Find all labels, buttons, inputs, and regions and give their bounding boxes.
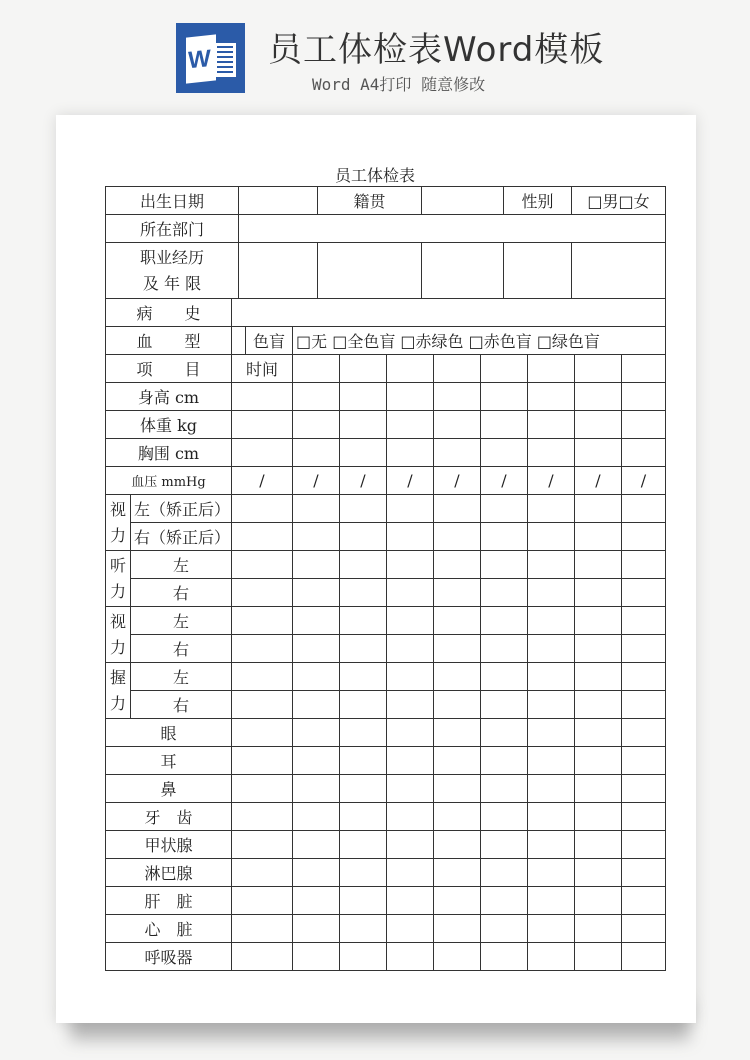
measure-cell[interactable]: / xyxy=(231,466,293,495)
color-blind-options[interactable]: □无 □全色盲 □赤绿色 □赤色盲 □绿色盲 xyxy=(292,326,666,355)
time-cell[interactable] xyxy=(339,354,387,383)
vision-cell[interactable] xyxy=(292,606,340,635)
organ-cell[interactable] xyxy=(386,802,434,831)
word-lines-icon xyxy=(214,43,236,77)
blood-type-field[interactable] xyxy=(231,326,246,355)
hearing-cell[interactable] xyxy=(433,550,481,579)
hearing-cell[interactable] xyxy=(339,550,387,579)
measure-cell[interactable] xyxy=(292,382,340,411)
organ-cell[interactable] xyxy=(621,774,666,803)
measure-cell[interactable] xyxy=(339,438,387,467)
document-title: 员工体检表 xyxy=(334,166,415,185)
measure-cell[interactable] xyxy=(339,410,387,439)
organ-cell[interactable] xyxy=(231,802,293,831)
corrected-vision-cell[interactable] xyxy=(621,494,666,523)
cell-text-line: 握 xyxy=(109,667,126,687)
organ-label-5: 淋巴腺 xyxy=(105,858,232,887)
grip-cell[interactable] xyxy=(292,662,340,691)
gender-label: 性别 xyxy=(503,186,572,215)
vision-cell[interactable] xyxy=(621,634,666,663)
vision-cell[interactable] xyxy=(231,606,293,635)
organ-cell[interactable] xyxy=(433,830,481,859)
vision-cell[interactable] xyxy=(527,634,575,663)
hearing-cell[interactable] xyxy=(231,578,293,607)
organ-cell[interactable] xyxy=(621,746,666,775)
organ-cell[interactable] xyxy=(480,718,528,747)
organ-cell[interactable] xyxy=(480,942,528,971)
organ-cell[interactable] xyxy=(292,858,340,887)
corrected-vision-cell[interactable] xyxy=(339,522,387,551)
grip-cell[interactable] xyxy=(339,690,387,719)
organ-cell[interactable] xyxy=(292,746,340,775)
vision-group-label xyxy=(105,606,131,663)
cell-text-line: 视 xyxy=(109,611,126,631)
measure-cell[interactable]: / xyxy=(292,466,340,495)
measure-cell[interactable] xyxy=(480,438,528,467)
organ-cell[interactable] xyxy=(527,830,575,859)
medical-history-field[interactable] xyxy=(231,298,666,327)
organ-cell[interactable] xyxy=(574,942,622,971)
vision-right-label: 右 xyxy=(130,634,232,663)
organ-cell[interactable] xyxy=(527,802,575,831)
corrected-vision-cell[interactable] xyxy=(231,494,293,523)
organ-cell[interactable] xyxy=(527,886,575,915)
hearing-cell[interactable] xyxy=(621,578,666,607)
organ-cell[interactable] xyxy=(231,830,293,859)
cell-text-line: 力 xyxy=(109,525,126,545)
measure-cell[interactable] xyxy=(339,382,387,411)
cell-text-line: 及 年 限 xyxy=(142,273,202,293)
grip-cell[interactable] xyxy=(574,690,622,719)
grip-group-label xyxy=(105,662,131,719)
corrected-vision-cell[interactable] xyxy=(231,522,293,551)
organ-cell[interactable] xyxy=(433,746,481,775)
measure-cell[interactable] xyxy=(574,382,622,411)
corrected-vision-cell[interactable] xyxy=(480,494,528,523)
grip-cell[interactable] xyxy=(386,690,434,719)
hearing-group-label xyxy=(105,550,131,607)
measure-label-1: 体重 kg xyxy=(105,410,232,439)
vision-cell[interactable] xyxy=(621,606,666,635)
organ-cell[interactable] xyxy=(231,942,293,971)
organ-cell[interactable] xyxy=(433,802,481,831)
time-cell[interactable] xyxy=(292,354,340,383)
corrected-vision-cell[interactable] xyxy=(433,522,481,551)
organ-cell[interactable] xyxy=(386,718,434,747)
corrected-vision-cell[interactable] xyxy=(292,494,340,523)
vision-cell[interactable] xyxy=(339,606,387,635)
measure-cell[interactable] xyxy=(574,410,622,439)
grip-cell[interactable] xyxy=(480,662,528,691)
hearing-cell[interactable] xyxy=(621,550,666,579)
page-subtitle: Word A4打印 随意修改 xyxy=(312,75,486,94)
organ-label-0: 眼 xyxy=(105,718,232,747)
hearing-cell[interactable] xyxy=(433,578,481,607)
organ-cell[interactable] xyxy=(574,858,622,887)
measure-cell[interactable]: / xyxy=(527,466,575,495)
corrected-vision-group-label xyxy=(105,494,131,551)
organ-cell[interactable] xyxy=(292,802,340,831)
corrected-vision-cell[interactable] xyxy=(527,522,575,551)
organ-cell[interactable] xyxy=(339,746,387,775)
organ-label-1: 耳 xyxy=(105,746,232,775)
measure-cell[interactable] xyxy=(574,438,622,467)
grip-cell[interactable] xyxy=(231,690,293,719)
organ-cell[interactable] xyxy=(386,914,434,943)
career-field-1[interactable] xyxy=(238,242,318,299)
hearing-cell[interactable] xyxy=(292,550,340,579)
career-field-5[interactable] xyxy=(571,242,666,299)
organ-cell[interactable] xyxy=(339,718,387,747)
measure-cell[interactable] xyxy=(433,438,481,467)
organ-cell[interactable] xyxy=(574,718,622,747)
organ-label-4: 甲状腺 xyxy=(105,830,232,859)
vision-cell[interactable] xyxy=(574,634,622,663)
grip-cell[interactable] xyxy=(231,662,293,691)
organ-cell[interactable] xyxy=(386,830,434,859)
organ-label-7: 心 脏 xyxy=(105,914,232,943)
measure-cell[interactable] xyxy=(527,382,575,411)
corrected-vision-cell[interactable] xyxy=(386,522,434,551)
organ-cell[interactable] xyxy=(292,774,340,803)
native-place-label: 籍贯 xyxy=(317,186,422,215)
hearing-cell[interactable] xyxy=(574,578,622,607)
grip-cell[interactable] xyxy=(386,662,434,691)
cell-text-line: 听 xyxy=(109,555,126,575)
hearing-cell[interactable] xyxy=(292,578,340,607)
measure-cell[interactable] xyxy=(527,410,575,439)
corrected-vision-cell[interactable] xyxy=(433,494,481,523)
measure-cell[interactable] xyxy=(433,382,481,411)
organ-cell[interactable] xyxy=(574,802,622,831)
measure-label-2: 胸围 cm xyxy=(105,438,232,467)
grip-cell[interactable] xyxy=(433,662,481,691)
organ-cell[interactable] xyxy=(339,886,387,915)
vision-cell[interactable] xyxy=(386,606,434,635)
measure-cell[interactable] xyxy=(621,410,666,439)
vision-cell[interactable] xyxy=(433,634,481,663)
organ-cell[interactable] xyxy=(386,746,434,775)
cell-text-line: 力 xyxy=(109,581,126,601)
measure-label-0: 身高 cm xyxy=(105,382,232,411)
measure-cell[interactable] xyxy=(621,382,666,411)
measure-cell[interactable] xyxy=(433,410,481,439)
cell-text-line: 职业经历 xyxy=(139,247,204,267)
cell-text-line: 力 xyxy=(109,637,126,657)
organ-cell[interactable] xyxy=(339,942,387,971)
organ-cell[interactable] xyxy=(527,858,575,887)
organ-cell[interactable] xyxy=(433,718,481,747)
hearing-cell[interactable] xyxy=(386,550,434,579)
corrected-vision-cell[interactable] xyxy=(574,494,622,523)
measure-cell[interactable] xyxy=(386,410,434,439)
measure-cell[interactable] xyxy=(480,382,528,411)
corrected-vision-left-label: 左（矫正后） xyxy=(130,494,232,523)
organ-cell[interactable] xyxy=(480,746,528,775)
organ-label-2: 鼻 xyxy=(105,774,232,803)
hearing-cell[interactable] xyxy=(527,578,575,607)
time-cell[interactable] xyxy=(621,354,666,383)
hearing-cell[interactable] xyxy=(339,578,387,607)
organ-cell[interactable] xyxy=(339,774,387,803)
organ-cell[interactable] xyxy=(231,718,293,747)
department-field[interactable] xyxy=(238,214,666,243)
organ-label-3: 牙 齿 xyxy=(105,802,232,831)
measure-cell[interactable] xyxy=(480,410,528,439)
organ-cell[interactable] xyxy=(621,886,666,915)
career-label xyxy=(105,242,239,299)
corrected-vision-cell[interactable] xyxy=(574,522,622,551)
grip-cell[interactable] xyxy=(527,662,575,691)
vision-cell[interactable] xyxy=(433,606,481,635)
time-cell[interactable] xyxy=(386,354,434,383)
medical-history-label: 病 史 xyxy=(105,298,232,327)
vision-cell[interactable] xyxy=(480,606,528,635)
grip-cell[interactable] xyxy=(480,690,528,719)
organ-cell[interactable] xyxy=(339,914,387,943)
hearing-cell[interactable] xyxy=(480,550,528,579)
corrected-vision-cell[interactable] xyxy=(386,494,434,523)
vision-cell[interactable] xyxy=(231,634,293,663)
measure-cell[interactable] xyxy=(292,438,340,467)
time-cell[interactable] xyxy=(480,354,528,383)
organ-cell[interactable] xyxy=(339,802,387,831)
hearing-left-label: 左 xyxy=(130,550,232,579)
organ-cell[interactable] xyxy=(480,830,528,859)
organ-label-6: 肝 脏 xyxy=(105,886,232,915)
grip-cell[interactable] xyxy=(339,662,387,691)
corrected-vision-cell[interactable] xyxy=(527,494,575,523)
vision-cell[interactable] xyxy=(339,634,387,663)
organ-cell[interactable] xyxy=(574,886,622,915)
hearing-cell[interactable] xyxy=(574,550,622,579)
organ-cell[interactable] xyxy=(339,830,387,859)
grip-cell[interactable] xyxy=(527,690,575,719)
organ-cell[interactable] xyxy=(231,746,293,775)
organ-cell[interactable] xyxy=(386,774,434,803)
organ-cell[interactable] xyxy=(231,886,293,915)
corrected-vision-cell[interactable] xyxy=(480,522,528,551)
measure-cell[interactable] xyxy=(386,382,434,411)
corrected-vision-cell[interactable] xyxy=(339,494,387,523)
measure-cell[interactable]: / xyxy=(386,466,434,495)
organ-cell[interactable] xyxy=(339,858,387,887)
organ-cell[interactable] xyxy=(480,914,528,943)
organ-cell[interactable] xyxy=(386,858,434,887)
organ-cell[interactable] xyxy=(386,886,434,915)
grip-cell[interactable] xyxy=(574,662,622,691)
corrected-vision-cell[interactable] xyxy=(292,522,340,551)
measure-cell[interactable]: / xyxy=(480,466,528,495)
measure-cell[interactable] xyxy=(621,438,666,467)
organ-cell[interactable] xyxy=(621,858,666,887)
organ-cell[interactable] xyxy=(433,858,481,887)
organ-cell[interactable] xyxy=(527,942,575,971)
organ-label-8: 呼吸器 xyxy=(105,942,232,971)
vision-cell[interactable] xyxy=(574,606,622,635)
organ-cell[interactable] xyxy=(231,858,293,887)
organ-cell[interactable] xyxy=(527,718,575,747)
measure-cell[interactable]: / xyxy=(621,466,666,495)
measure-cell[interactable] xyxy=(386,438,434,467)
time-cell[interactable] xyxy=(574,354,622,383)
native-place-field[interactable] xyxy=(421,186,504,215)
organ-cell[interactable] xyxy=(231,774,293,803)
gender-checkboxes[interactable]: □男□女 xyxy=(571,186,666,215)
organ-cell[interactable] xyxy=(621,942,666,971)
organ-cell[interactable] xyxy=(386,942,434,971)
time-label: 时间 xyxy=(231,354,293,383)
career-field-3[interactable] xyxy=(421,242,504,299)
organ-cell[interactable] xyxy=(527,914,575,943)
measure-label-3: 血压 mmHg xyxy=(105,466,232,495)
blood-type-label: 血 型 xyxy=(105,326,232,355)
measure-cell[interactable] xyxy=(292,410,340,439)
grip-cell[interactable] xyxy=(621,662,666,691)
birth-date-label: 出生日期 xyxy=(105,186,239,215)
organ-cell[interactable] xyxy=(433,914,481,943)
corrected-vision-right-label: 右（矫正后） xyxy=(130,522,232,551)
word-doc-shape xyxy=(186,34,216,83)
career-field-2[interactable] xyxy=(317,242,422,299)
corrected-vision-cell[interactable] xyxy=(621,522,666,551)
organ-cell[interactable] xyxy=(574,830,622,859)
organ-cell[interactable] xyxy=(292,718,340,747)
measure-cell[interactable]: / xyxy=(433,466,481,495)
organ-cell[interactable] xyxy=(480,886,528,915)
vision-cell[interactable] xyxy=(527,606,575,635)
organ-cell[interactable] xyxy=(621,718,666,747)
organ-cell[interactable] xyxy=(480,802,528,831)
hearing-cell[interactable] xyxy=(386,578,434,607)
vision-left-label: 左 xyxy=(130,606,232,635)
measure-cell[interactable]: / xyxy=(339,466,387,495)
organ-cell[interactable] xyxy=(433,886,481,915)
vision-cell[interactable] xyxy=(292,634,340,663)
item-label: 项 目 xyxy=(105,354,232,383)
organ-cell[interactable] xyxy=(527,746,575,775)
organ-cell[interactable] xyxy=(292,886,340,915)
organ-cell[interactable] xyxy=(527,774,575,803)
organ-cell[interactable] xyxy=(433,774,481,803)
organ-cell[interactable] xyxy=(480,774,528,803)
time-cell[interactable] xyxy=(527,354,575,383)
measure-cell[interactable] xyxy=(231,438,293,467)
organ-cell[interactable] xyxy=(621,830,666,859)
color-blind-label: 色盲 xyxy=(245,326,293,355)
organ-cell[interactable] xyxy=(292,942,340,971)
birth-date-field[interactable] xyxy=(238,186,318,215)
hearing-right-label: 右 xyxy=(130,578,232,607)
department-label: 所在部门 xyxy=(105,214,239,243)
vision-cell[interactable] xyxy=(386,634,434,663)
measure-cell[interactable] xyxy=(231,410,293,439)
grip-left-label: 左 xyxy=(130,662,232,691)
organ-cell[interactable] xyxy=(574,914,622,943)
vision-cell[interactable] xyxy=(480,634,528,663)
organ-cell[interactable] xyxy=(231,914,293,943)
page-title: 员工体检表Word模板 xyxy=(268,30,605,70)
grip-right-label: 右 xyxy=(130,690,232,719)
grip-cell[interactable] xyxy=(621,690,666,719)
measure-cell[interactable] xyxy=(527,438,575,467)
measure-cell[interactable]: / xyxy=(574,466,622,495)
grip-cell[interactable] xyxy=(433,690,481,719)
hearing-cell[interactable] xyxy=(527,550,575,579)
career-field-4[interactable] xyxy=(503,242,572,299)
organ-cell[interactable] xyxy=(480,858,528,887)
time-cell[interactable] xyxy=(433,354,481,383)
measure-cell[interactable] xyxy=(231,382,293,411)
cell-text-line: 力 xyxy=(109,693,126,713)
organ-cell[interactable] xyxy=(574,774,622,803)
word-icon xyxy=(176,23,245,93)
organ-cell[interactable] xyxy=(292,914,340,943)
organ-cell[interactable] xyxy=(621,914,666,943)
grip-cell[interactable] xyxy=(292,690,340,719)
word-letter: W xyxy=(188,44,211,75)
cell-text-line: 视 xyxy=(109,499,126,519)
organ-cell[interactable] xyxy=(292,830,340,859)
organ-cell[interactable] xyxy=(574,746,622,775)
organ-cell[interactable] xyxy=(433,942,481,971)
organ-cell[interactable] xyxy=(621,802,666,831)
hearing-cell[interactable] xyxy=(480,578,528,607)
hearing-cell[interactable] xyxy=(231,550,293,579)
